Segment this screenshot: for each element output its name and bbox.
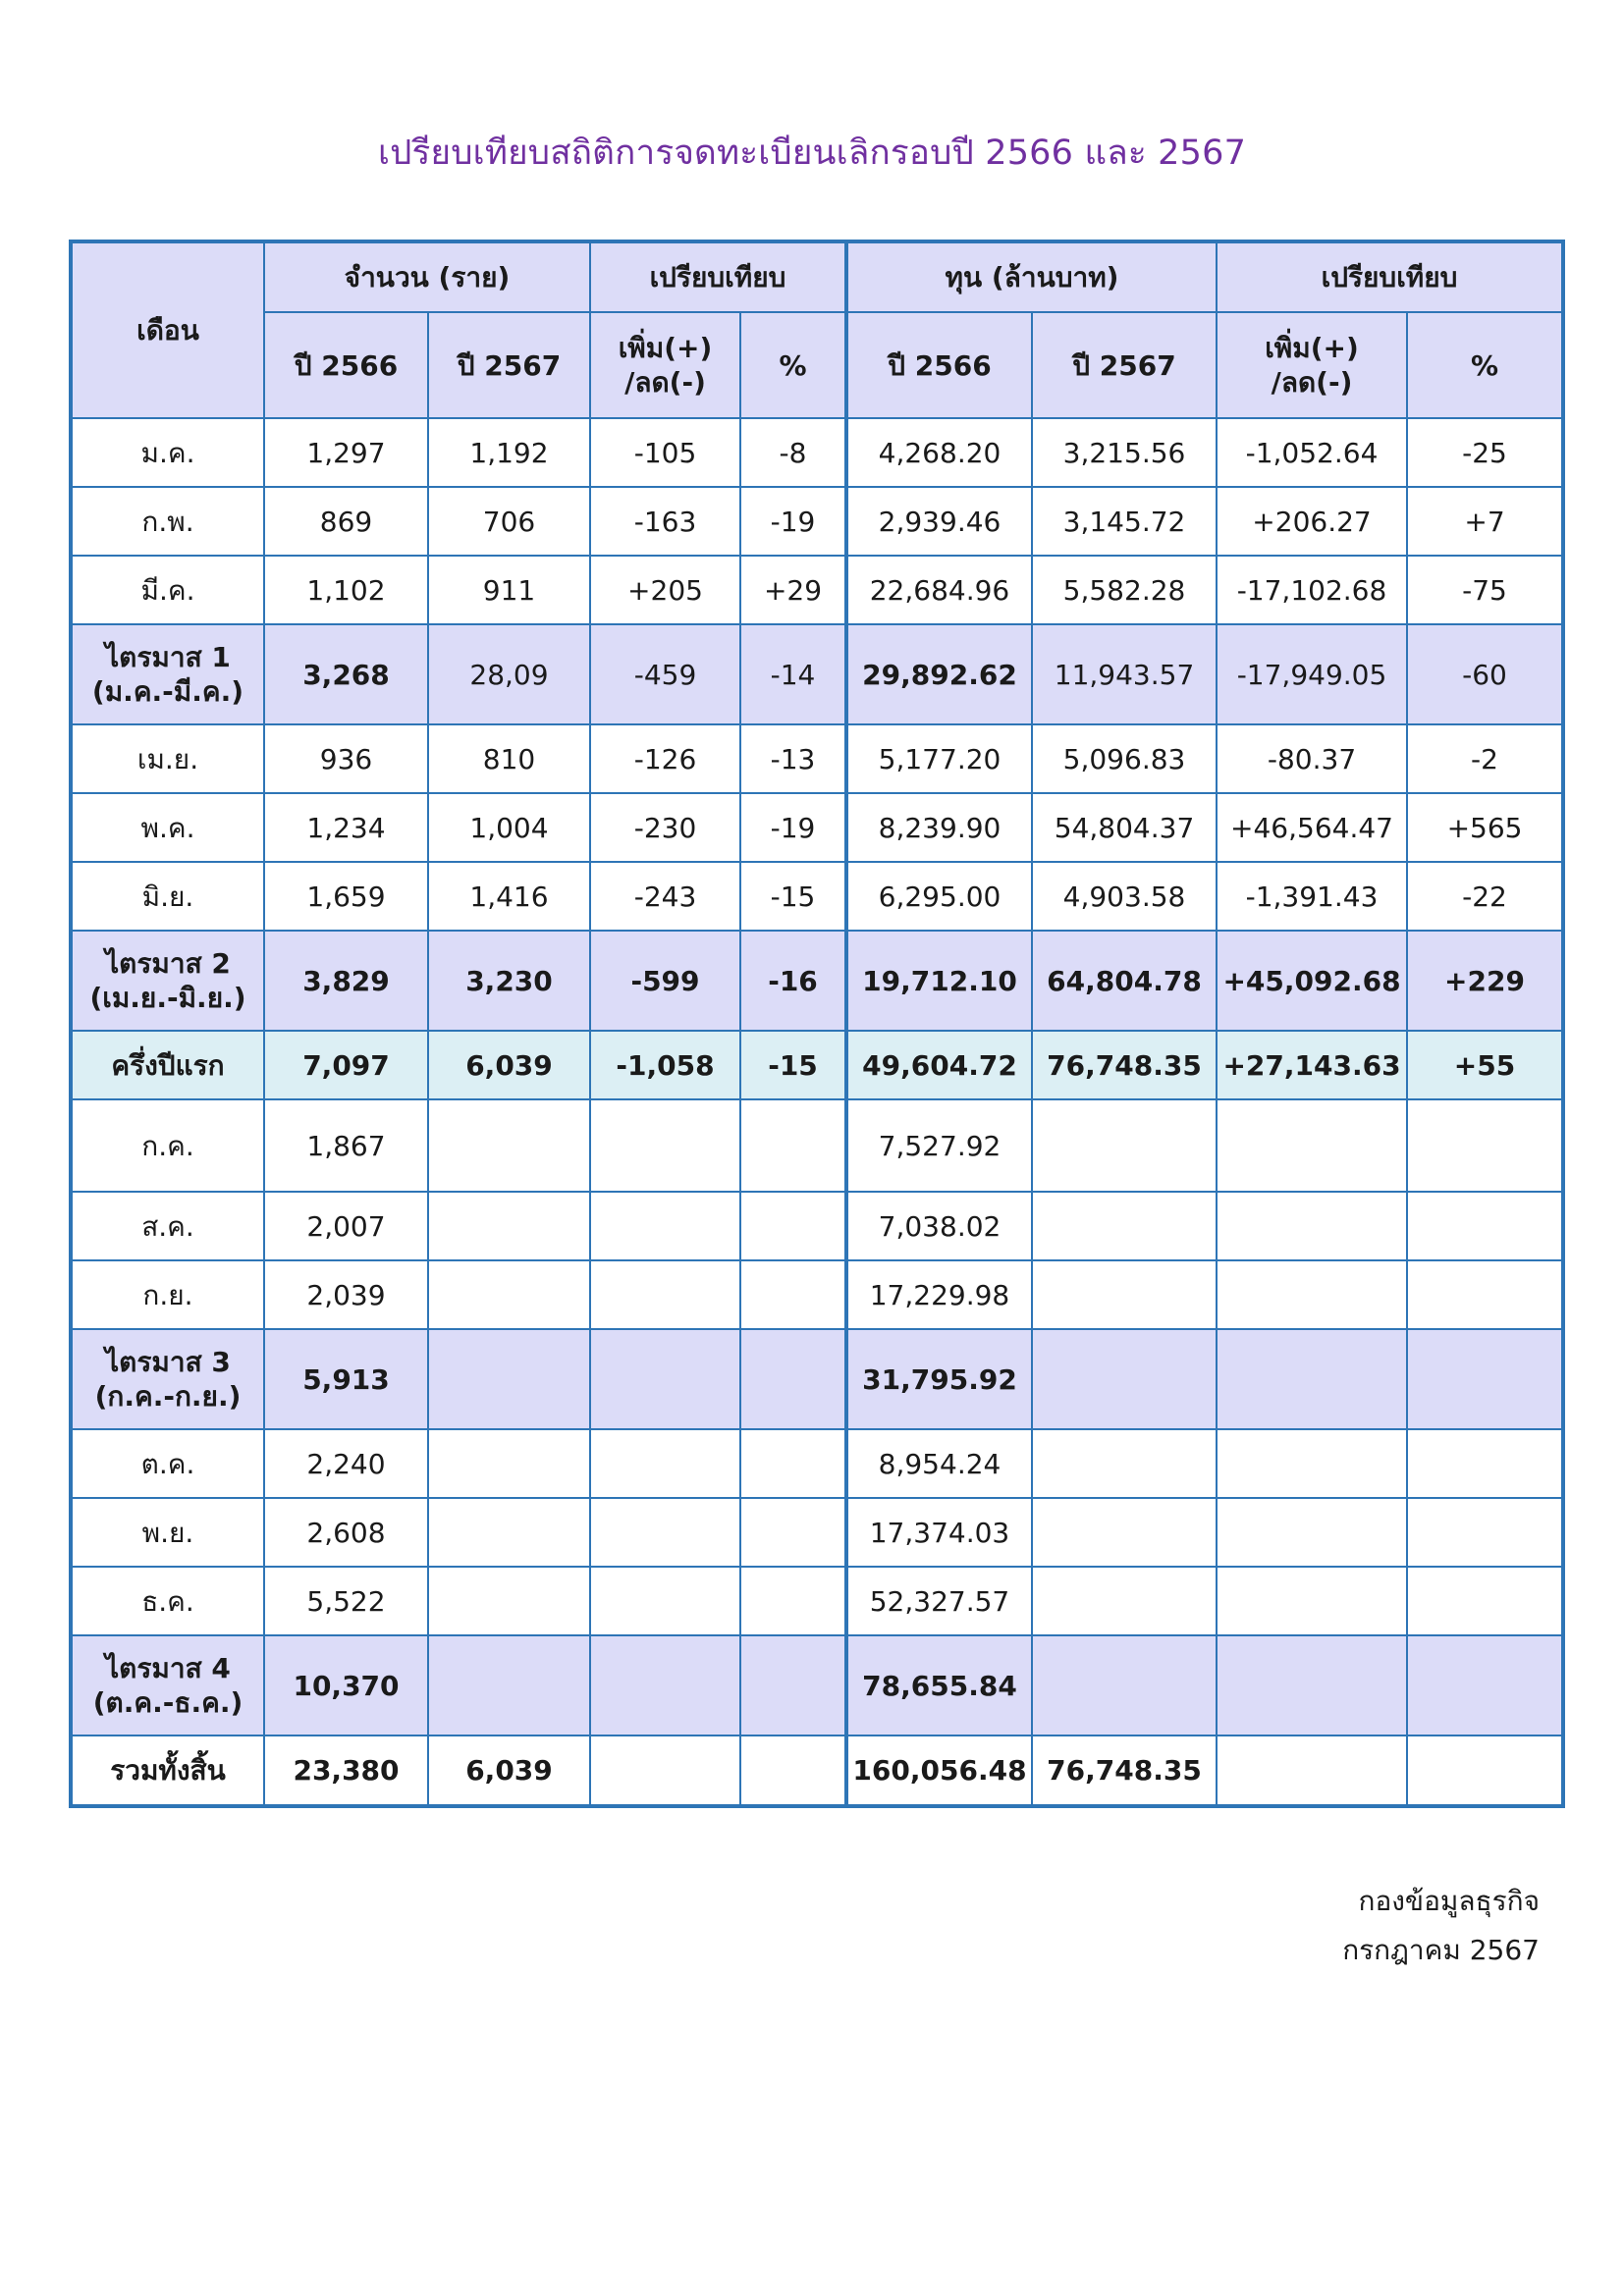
count-change: -243 — [590, 862, 740, 931]
count-2566: 1,102 — [264, 556, 428, 624]
count-change: +205 — [590, 556, 740, 624]
quarter-label: ไตรมาส 4 — [105, 1652, 231, 1684]
count-percent — [740, 1635, 846, 1735]
header-capital-percent: % — [1407, 312, 1563, 418]
count-2567: 1,416 — [428, 862, 590, 931]
capital-percent — [1407, 1735, 1563, 1806]
count-change: -126 — [590, 724, 740, 793]
count-2566: 23,380 — [264, 1735, 428, 1806]
capital-change: -17,949.05 — [1217, 624, 1407, 724]
capital-2567: 76,748.35 — [1032, 1031, 1217, 1099]
count-2567: 810 — [428, 724, 590, 793]
count-2566: 936 — [264, 724, 428, 793]
capital-percent: -2 — [1407, 724, 1563, 793]
capital-2567 — [1032, 1192, 1217, 1260]
header-count-compare: เปรียบเทียบ — [590, 241, 846, 312]
capital-change: -1,391.43 — [1217, 862, 1407, 931]
capital-2566: 17,374.03 — [846, 1498, 1032, 1567]
capital-2567 — [1032, 1635, 1217, 1735]
quarter-label: ไตรมาส 3 — [105, 1346, 231, 1378]
capital-2567: 54,804.37 — [1032, 793, 1217, 862]
count-percent: -14 — [740, 624, 846, 724]
capital-2566: 5,177.20 — [846, 724, 1032, 793]
capital-percent: -25 — [1407, 418, 1563, 487]
count-change: -105 — [590, 418, 740, 487]
capital-percent: +7 — [1407, 487, 1563, 556]
count-change — [590, 1635, 740, 1735]
capital-2567: 3,215.56 — [1032, 418, 1217, 487]
capital-change: -1,052.64 — [1217, 418, 1407, 487]
capital-percent: -22 — [1407, 862, 1563, 931]
capital-percent — [1407, 1099, 1563, 1192]
half-year-row — [71, 1031, 1563, 1099]
count-2567: 1,004 — [428, 793, 590, 862]
count-2566: 2,240 — [264, 1429, 428, 1498]
row-label: พ.ย. — [71, 1498, 264, 1567]
capital-change — [1217, 1192, 1407, 1260]
capital-percent — [1407, 1329, 1563, 1429]
count-2567 — [428, 1498, 590, 1567]
capital-percent — [1407, 1567, 1563, 1635]
capital-percent: +55 — [1407, 1031, 1563, 1099]
row-label: ก.พ. — [71, 487, 264, 556]
count-change — [590, 1735, 740, 1806]
row-label: มิ.ย. — [71, 862, 264, 931]
capital-change — [1217, 1735, 1407, 1806]
table-row — [71, 724, 1563, 793]
statistics-table — [69, 240, 1565, 1808]
quarter-range: (ม.ค.-มี.ค.) — [91, 675, 244, 708]
capital-2566: 49,604.72 — [846, 1031, 1032, 1099]
capital-change — [1217, 1260, 1407, 1329]
capital-percent: +229 — [1407, 931, 1563, 1031]
count-2567 — [428, 1329, 590, 1429]
header-change-line1: เพิ่ม(+) — [1265, 332, 1359, 364]
count-2567 — [428, 1635, 590, 1735]
capital-2566: 160,056.48 — [846, 1735, 1032, 1806]
count-percent — [740, 1498, 846, 1567]
capital-2567: 76,748.35 — [1032, 1735, 1217, 1806]
row-label — [71, 931, 264, 1031]
count-2567 — [428, 1260, 590, 1329]
count-2566: 1,234 — [264, 793, 428, 862]
capital-2566: 7,038.02 — [846, 1192, 1032, 1260]
total-row — [71, 1735, 1563, 1806]
capital-percent — [1407, 1498, 1563, 1567]
header-capital-year-2566: ปี 2566 — [846, 312, 1032, 418]
header-capital-compare: เปรียบเทียบ — [1217, 241, 1563, 312]
count-percent — [740, 1099, 846, 1192]
capital-change: +206.27 — [1217, 487, 1407, 556]
count-percent: -15 — [740, 862, 846, 931]
capital-percent: -60 — [1407, 624, 1563, 724]
capital-percent: -75 — [1407, 556, 1563, 624]
capital-2566: 22,684.96 — [846, 556, 1032, 624]
capital-2567 — [1032, 1099, 1217, 1192]
count-2567 — [428, 1567, 590, 1635]
capital-2567 — [1032, 1498, 1217, 1567]
row-label — [71, 1329, 264, 1429]
count-percent: -15 — [740, 1031, 846, 1099]
quarter-row — [71, 1329, 1563, 1429]
count-change — [590, 1260, 740, 1329]
count-change — [590, 1429, 740, 1498]
count-2566: 1,297 — [264, 418, 428, 487]
capital-change — [1217, 1498, 1407, 1567]
count-2566: 5,913 — [264, 1329, 428, 1429]
count-2566: 3,268 — [264, 624, 428, 724]
row-label: ก.ค. — [71, 1099, 264, 1192]
header-change-line1: เพิ่ม(+) — [618, 332, 713, 364]
count-percent: -16 — [740, 931, 846, 1031]
count-change — [590, 1498, 740, 1567]
capital-2567 — [1032, 1329, 1217, 1429]
capital-2567: 4,903.58 — [1032, 862, 1217, 931]
capital-2566: 8,239.90 — [846, 793, 1032, 862]
capital-change — [1217, 1635, 1407, 1735]
count-2566: 2,007 — [264, 1192, 428, 1260]
count-2567: 1,192 — [428, 418, 590, 487]
header-count-group: จำนวน (ราย) — [264, 241, 590, 312]
quarter-range: (ต.ค.-ธ.ค.) — [92, 1686, 244, 1719]
capital-percent: +565 — [1407, 793, 1563, 862]
table-row — [71, 556, 1563, 624]
capital-2567: 11,943.57 — [1032, 624, 1217, 724]
header-count-change — [590, 312, 740, 418]
header-count-percent: % — [740, 312, 846, 418]
capital-2566: 31,795.92 — [846, 1329, 1032, 1429]
quarter-row — [71, 1635, 1563, 1735]
capital-change: +45,092.68 — [1217, 931, 1407, 1031]
count-percent — [740, 1429, 846, 1498]
count-change: -163 — [590, 487, 740, 556]
row-label: รวมทั้งสิ้น — [71, 1735, 264, 1806]
capital-2567: 5,096.83 — [1032, 724, 1217, 793]
row-label: ครึ่งปีแรก — [71, 1031, 264, 1099]
count-2567: 6,039 — [428, 1735, 590, 1806]
table-row — [71, 793, 1563, 862]
header-count-year-2566: ปี 2566 — [264, 312, 428, 418]
table-row — [71, 1498, 1563, 1567]
count-percent — [740, 1735, 846, 1806]
table-row — [71, 418, 1563, 487]
capital-percent — [1407, 1192, 1563, 1260]
count-change: -459 — [590, 624, 740, 724]
count-2566: 10,370 — [264, 1635, 428, 1735]
count-2566: 1,659 — [264, 862, 428, 931]
count-percent — [740, 1329, 846, 1429]
capital-change: -17,102.68 — [1217, 556, 1407, 624]
capital-change — [1217, 1567, 1407, 1635]
count-2566: 2,608 — [264, 1498, 428, 1567]
capital-2566: 6,295.00 — [846, 862, 1032, 931]
count-2567 — [428, 1192, 590, 1260]
row-label: ส.ค. — [71, 1192, 264, 1260]
capital-2567: 64,804.78 — [1032, 931, 1217, 1031]
count-2566: 2,039 — [264, 1260, 428, 1329]
quarter-row — [71, 931, 1563, 1031]
header-change-line2: /ลด(-) — [1271, 366, 1353, 399]
count-change — [590, 1329, 740, 1429]
capital-2566: 8,954.24 — [846, 1429, 1032, 1498]
capital-2566: 19,712.10 — [846, 931, 1032, 1031]
capital-2567 — [1032, 1260, 1217, 1329]
count-2567: 28,09 — [428, 624, 590, 724]
capital-2567 — [1032, 1567, 1217, 1635]
count-2567: 911 — [428, 556, 590, 624]
capital-2566: 7,527.92 — [846, 1099, 1032, 1192]
capital-change: +27,143.63 — [1217, 1031, 1407, 1099]
row-label: ธ.ค. — [71, 1567, 264, 1635]
capital-percent — [1407, 1635, 1563, 1735]
count-2567: 3,230 — [428, 931, 590, 1031]
count-2566: 1,867 — [264, 1099, 428, 1192]
table-row — [71, 487, 1563, 556]
table-row — [71, 1260, 1563, 1329]
count-2566: 5,522 — [264, 1567, 428, 1635]
table-row — [71, 1192, 1563, 1260]
header-capital-change — [1217, 312, 1407, 418]
quarter-row — [71, 624, 1563, 724]
capital-2566: 29,892.62 — [846, 624, 1032, 724]
header-capital-year-2567: ปี 2567 — [1032, 312, 1217, 418]
capital-change — [1217, 1099, 1407, 1192]
quarter-range: (เม.ย.-มิ.ย.) — [89, 982, 246, 1014]
count-percent: -13 — [740, 724, 846, 793]
count-2566: 3,829 — [264, 931, 428, 1031]
count-change: -230 — [590, 793, 740, 862]
table-row — [71, 1567, 1563, 1635]
capital-2566: 2,939.46 — [846, 487, 1032, 556]
count-percent — [740, 1192, 846, 1260]
count-change — [590, 1192, 740, 1260]
row-label: ต.ค. — [71, 1429, 264, 1498]
capital-2567 — [1032, 1429, 1217, 1498]
count-percent — [740, 1260, 846, 1329]
capital-change: -80.37 — [1217, 724, 1407, 793]
count-percent: -8 — [740, 418, 846, 487]
capital-change — [1217, 1329, 1407, 1429]
count-2567 — [428, 1429, 590, 1498]
count-2566: 869 — [264, 487, 428, 556]
quarter-label: ไตรมาส 2 — [105, 947, 231, 980]
page-title: เปรียบเทียบสถิติการจดทะเบียนเลิกรอบปี 2566 และ 2567 — [377, 133, 1247, 173]
table-row — [71, 1099, 1563, 1192]
row-label: มี.ค. — [71, 556, 264, 624]
row-label: เม.ย. — [71, 724, 264, 793]
row-label: ม.ค. — [71, 418, 264, 487]
count-2567: 6,039 — [428, 1031, 590, 1099]
row-label: ก.ย. — [71, 1260, 264, 1329]
header-change-line2: /ลด(-) — [624, 366, 706, 399]
capital-2566: 17,229.98 — [846, 1260, 1032, 1329]
quarter-range: (ก.ค.-ก.ย.) — [94, 1380, 242, 1413]
quarter-label: ไตรมาส 1 — [105, 641, 231, 673]
count-percent: +29 — [740, 556, 846, 624]
row-label — [71, 624, 264, 724]
header-capital-group: ทุน (ล้านบาท) — [846, 241, 1217, 312]
capital-2567: 5,582.28 — [1032, 556, 1217, 624]
capital-2567: 3,145.72 — [1032, 487, 1217, 556]
count-change: -1,058 — [590, 1031, 740, 1099]
capital-change — [1217, 1429, 1407, 1498]
table-row — [71, 862, 1563, 931]
count-2566: 7,097 — [264, 1031, 428, 1099]
count-percent: -19 — [740, 793, 846, 862]
capital-2566: 52,327.57 — [846, 1567, 1032, 1635]
capital-2566: 4,268.20 — [846, 418, 1032, 487]
header-count-year-2567: ปี 2567 — [428, 312, 590, 418]
count-percent — [740, 1567, 846, 1635]
table-row — [71, 1429, 1563, 1498]
count-2567 — [428, 1099, 590, 1192]
row-label: พ.ค. — [71, 793, 264, 862]
header-month: เดือน — [71, 241, 264, 418]
count-change — [590, 1567, 740, 1635]
count-change: -599 — [590, 931, 740, 1031]
row-label — [71, 1635, 264, 1735]
capital-percent — [1407, 1260, 1563, 1329]
footer-date: กรกฎาคม 2567 — [1342, 1934, 1540, 1966]
capital-change: +46,564.47 — [1217, 793, 1407, 862]
footer-department: กองข้อมูลธุรกิจ — [1358, 1885, 1540, 1917]
count-change — [590, 1099, 740, 1192]
capital-percent — [1407, 1429, 1563, 1498]
count-2567: 706 — [428, 487, 590, 556]
capital-2566: 78,655.84 — [846, 1635, 1032, 1735]
count-percent: -19 — [740, 487, 846, 556]
